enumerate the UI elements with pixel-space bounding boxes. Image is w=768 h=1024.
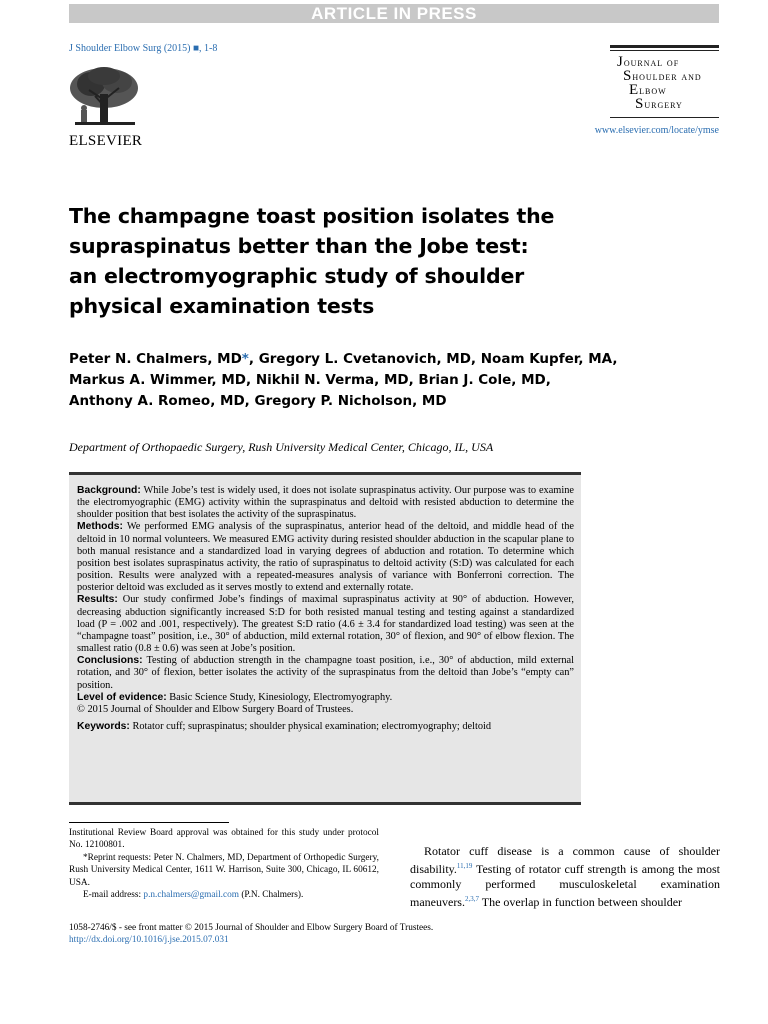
journal-logo-rule — [610, 117, 719, 118]
body-text-column — [410, 844, 720, 910]
journal-logo-rule — [610, 45, 719, 48]
article-footer — [69, 922, 433, 947]
article-title: The champagne toast position isolates the supraspinatus better than the Jobe test: an electromyographic study of shoulder physical examination tests — [69, 204, 555, 318]
abstract-box — [69, 472, 581, 805]
affiliation: Department of Orthopaedic Surgery, Rush University Medical Center, Chicago, IL, USA — [69, 440, 494, 454]
journal-logo-line: Elbow — [629, 82, 667, 98]
abstract-conclusions: Conclusions: Testing of abduction strength in the champagne toast position, i.e., 30° of abduction, mild external rotation, and 30° of flexion, better isolates the activity of the supraspinatus from the deltoid than Jobe’s “empty can” position. — [77, 655, 574, 691]
body-paragraph: Rotator cuff disease is a common cause of shoulder disability.$^{11,19}$ Testing of rotator cuff strength is among the most commonly performed musculoskeletal examination maneuvers.$^{2,3,7}$ The overlap in function between shoulder — [410, 844, 720, 909]
corresponding-author-link[interactable]: * — [241, 351, 249, 367]
abstract-background: Background: While Jobe’s test is widely used, it does not isolate supraspinatus activity. Our purpose was to examine the electromyographic (EMG) activity within the supraspinatus and deltoid with resisted abduction to determine the shoulder position that best isolates the activity of the supraspinatus. — [77, 485, 574, 521]
footnotes — [69, 827, 379, 901]
issn-line: 1058-2746/$ - see front matter © 2015 Journal of Shoulder and Elbow Surgery Board of Trustees. — [69, 923, 434, 933]
reprint-footnote: *Reprint requests: Peter N. Chalmers, MD, Department of Orthopedic Surgery, Rush University Medical Center, 1611 W. Harrison, Suite 300, Chicago, IL 60612, USA. — [69, 852, 379, 888]
abstract-level-of-evidence: Level of evidence: Basic Science Study, Kinesiology, Electromyography. — [77, 691, 393, 703]
publisher-name: ELSEVIER — [69, 133, 143, 149]
abstract-results: Results: Our study confirmed Jobe’s findings of maximal supraspinatus activity at 90° of abduction. However, decreasing abduction significantly increased S:D for both resisted manual testing and testing against a standardized load (P = .002 and .001, respectively). The greatest S:D ratio (4.6 ± 3.4 for standardized load testing) was seen at the “champagne toast” position, i.e., 30° of abduction, mild external rotation, 30° of flexion, and 90° of elbow flexion. The smallest ratio (0.8 ± 0.6) was seen at Jobe’s position. — [77, 594, 574, 655]
reference-link[interactable]: 2,3,7 — [464, 895, 479, 903]
journal-logo-line: Shoulder and — [623, 68, 702, 84]
journal-url-link[interactable]: www.elsevier.com/locate/ymse — [594, 125, 719, 136]
abstract-copyright: © 2015 Journal of Shoulder and Elbow Surgery Board of Trustees. — [77, 703, 354, 715]
citation-text: J Shoulder Elbow Surg (2015) — [69, 43, 191, 54]
journal-logo-rule — [610, 50, 719, 51]
citation-square-icon: ■ — [192, 43, 200, 54]
journal-logo-line: Surgery — [635, 96, 683, 112]
irb-footnote: Institutional Review Board approval was obtained for this study under protocol No. 12100801. — [69, 828, 379, 851]
citation-pages: , 1-8 — [199, 43, 218, 54]
author-list: Peter N. Chalmers, MD*, Gregory L. Cvetanovich, MD, Noam Kupfer, MA, Markus A. Wimmer, MD, Nikhil N. Verma, MD, Brian J. Cole, MD, Anthony A. Romeo, MD, Gregory P. Nicholson, MD — [69, 351, 618, 409]
journal-citation[interactable] — [69, 43, 217, 54]
elsevier-tree-logo-icon — [67, 66, 141, 130]
journal-logo-line: Journal of — [617, 54, 680, 70]
doi-link[interactable]: http://dx.doi.org/10.1016/j.jse.2015.07.031 — [69, 935, 229, 946]
email-footnote: E-mail address: p.n.chalmers@gmail.com (P.N. Chalmers). — [83, 890, 304, 901]
abstract-keywords: Keywords: Rotator cuff; supraspinatus; shoulder physical examination; electromyography; deltoid — [77, 720, 492, 732]
footnote-rule — [69, 822, 229, 823]
abstract-methods: Methods: We performed EMG analysis of the supraspinatus, anterior head of the deltoid, and middle head of the deltoid in 10 normal volunteers. We measured EMG activity during resisted shoulder abduction in the scapular plane to both manual resistance and a standardized load in varying degrees of abduction and rotation. To determine which position best isolates supraspinatus activity, the ratio of supraspinatus to deltoid activity (S:D) was calculated for each position. Results were analyzed with a repeated-measures analysis of variance with Bonferroni correction. The posterior deltoid was excluded as it serves mostly to extend and externally rotate. — [77, 521, 574, 594]
reference-link[interactable]: 11,19 — [456, 862, 473, 870]
author-email-link[interactable]: p.n.chalmers@gmail.com — [143, 890, 239, 901]
article-in-press-banner: ARTICLE IN PRESS — [69, 4, 719, 23]
